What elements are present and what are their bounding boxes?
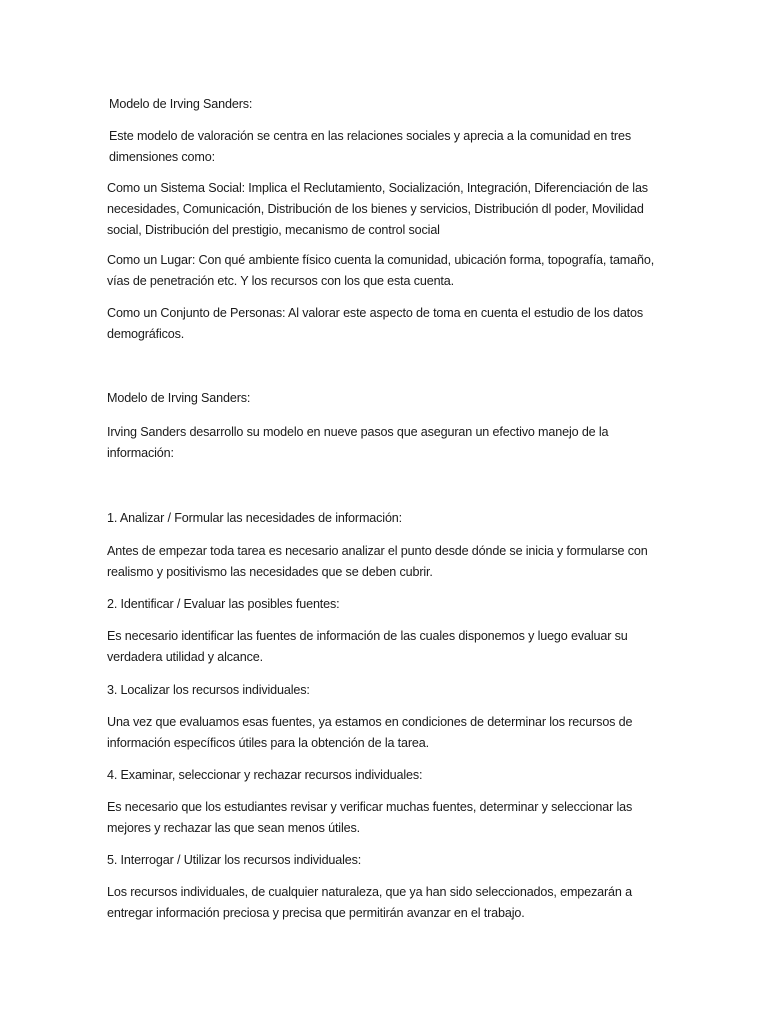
section1-intro: Este modelo de valoración se centra en las relaciones sociales y aprecia a la comunidad en tres dimensiones como: [109,129,631,164]
step5-heading: 5. Interrogar / Utilizar los recursos individuales: [107,853,362,867]
section2-title: Modelo de Irving Sanders: [107,391,251,405]
dimension-place: Como un Lugar: Con qué ambiente físico cuenta la comunidad, ubicación forma, topografía, tamaño, vías de penetración etc. Y los recursos con los que esta cuenta. [107,253,655,288]
dimension-people: Como un Conjunto de Personas: Al valorar este aspecto de toma en cuenta el estudio de los datos demográficos. [107,306,644,341]
step2-heading: 2. Identificar / Evaluar las posibles fuentes: [107,597,340,611]
step3-body: Una vez que evaluamos esas fuentes, ya estamos en condiciones de determinar los recursos de información específicos útiles para la obtención de la tarea. [107,715,633,750]
step5-body: Los recursos individuales, de cualquier naturaleza, que ya han sido seleccionados, empezarán a entregar información preciosa y precisa que permitirán avanzar en el trabajo. [107,885,632,920]
step2-body: Es necesario identificar las fuentes de información de las cuales disponemos y luego evaluar su verdadera utilidad y alcance. [107,629,628,664]
dimension-social-system: Como un Sistema Social: Implica el Reclutamiento, Socialización, Integración, Diferenciación de las necesidades, Comunicación, Distribución de los bienes y servicios, Distribución dl poder, Movilidad social, Distribución del prestigio, mecanismo de control social [107,181,648,237]
step4-body: Es necesario que los estudiantes revisar y verificar muchas fuentes, determinar y seleccionar las mejores y rechazar las que sean menos útiles. [107,800,633,835]
step4-heading: 4. Examinar, seleccionar y rechazar recursos individuales: [107,768,423,782]
section2-intro: Irving Sanders desarrollo su modelo en nueve pasos que aseguran un efectivo manejo de la información: [107,425,609,460]
section1-title: Modelo de Irving Sanders: [109,97,253,111]
step1-heading: 1. Analizar / Formular las necesidades de información: [107,511,402,525]
step1-body: Antes de empezar toda tarea es necesario analizar el punto desde dónde se inicia y formularse con realismo y positivismo las necesidades que se deben cubrir. [107,544,648,579]
step3-heading: 3. Localizar los recursos individuales: [107,683,310,697]
